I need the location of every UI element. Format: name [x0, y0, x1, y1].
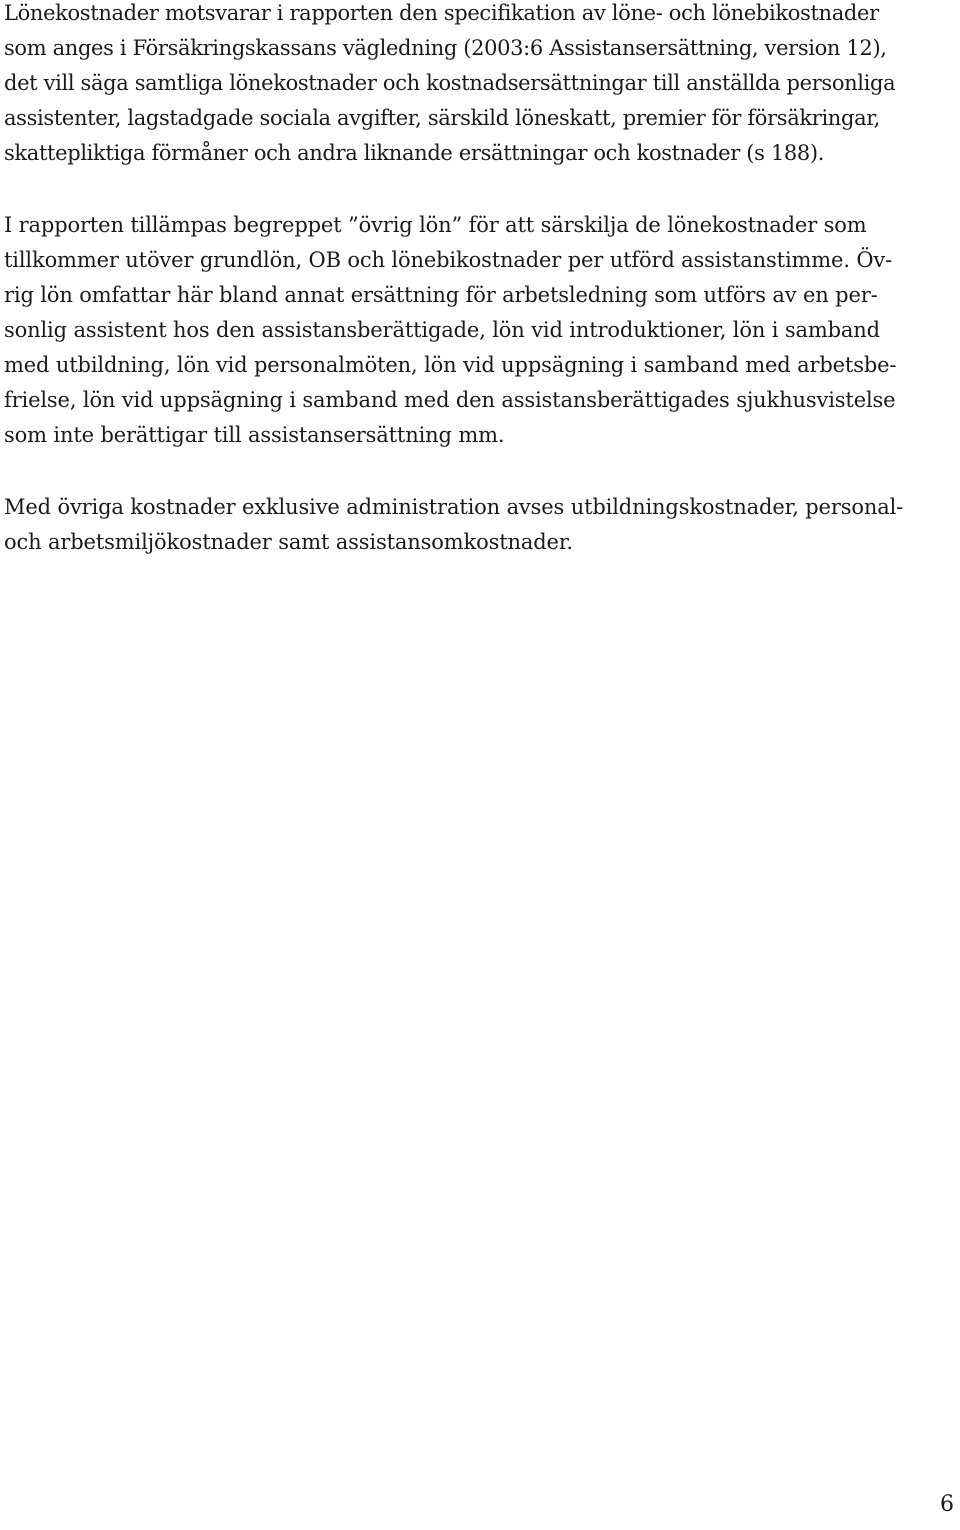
text-line: Med övriga kostnader exklusive administration avses utbildningskostnader, personal- — [4, 495, 904, 519]
page-number: 6 — [940, 1492, 954, 1517]
text-line: sonlig assistent hos den assistansberättigade, lön vid introduktioner, lön i samband — [4, 318, 880, 342]
paragraph-salary-costs — [4, 0, 960, 171]
text-line: rig lön omfattar här bland annat ersättning för arbetsledning som utförs av en per- — [4, 283, 878, 307]
text-line: Lönekostnader motsvarar i rapporten den specifikation av löne- och lönebikostnader — [4, 1, 879, 25]
text-line: skattepliktiga förmåner och andra liknande ersättningar och kostnader (s 188). — [4, 141, 825, 165]
paragraph-other-costs — [4, 490, 960, 560]
text-line: det vill säga samtliga lönekostnader och kostnadsersättningar till anställda personliga — [4, 71, 896, 95]
text-line: assistenter, lagstadgade sociala avgifter, särskild löneskatt, premier för försäkringar, — [4, 106, 880, 130]
text-line: I rapporten tillämpas begreppet ”övrig lön” för att särskilja de lönekostnader som — [4, 213, 867, 237]
text-line: och arbetsmiljökostnader samt assistansomkostnader. — [4, 530, 573, 554]
text-line: med utbildning, lön vid personalmöten, lön vid uppsägning i samband med arbetsbe- — [4, 353, 897, 377]
paragraph-other-salary — [4, 208, 960, 453]
text-line: som anges i Försäkringskassans vägledning (2003:6 Assistansersättning, version 12), — [4, 36, 887, 60]
text-line: som inte berättigar till assistansersättning mm. — [4, 423, 505, 447]
text-line: frielse, lön vid uppsägning i samband med den assistansberättigades sjukhusvistelse — [4, 388, 896, 412]
text-line: tillkommer utöver grundlön, OB och lönebikostnader per utförd assistanstimme. Öv- — [4, 248, 893, 272]
